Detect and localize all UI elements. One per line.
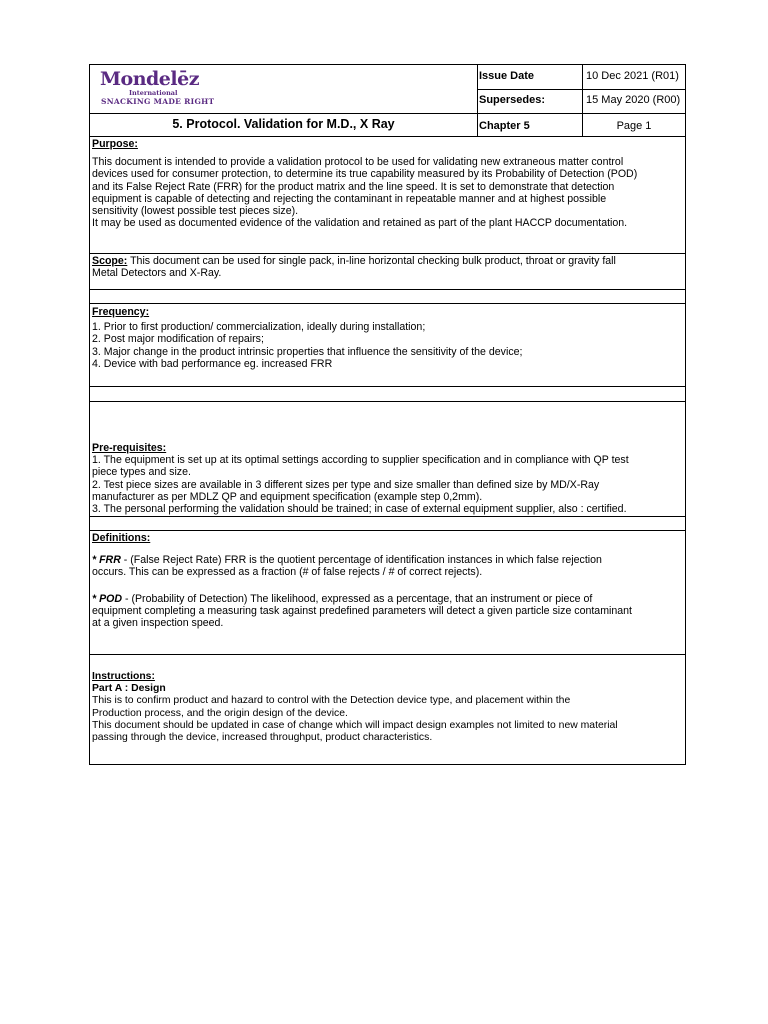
frequency-item: 4. Device with bad performance eg. increased FRR xyxy=(92,357,333,370)
supersedes-value: 15 May 2020 (R00) xyxy=(586,94,681,106)
instructions-line: Production process, and the origin design of the device. xyxy=(92,707,348,719)
frr-definition: - (False Reject Rate) FRR is the quotient percentage of identification instances in which false rejection xyxy=(120,554,602,567)
scope-line: Metal Detectors and X-Ray. xyxy=(92,267,222,280)
prerequisites-section xyxy=(92,442,684,515)
document-page xyxy=(89,64,686,765)
header-table xyxy=(89,64,686,136)
prerequisites-line: 1. The equipment is set up at its optimal settings according to supplier specification and in compliance with QP test xyxy=(92,454,629,467)
frequency-item: 1. Prior to first production/ commercialization, ideally during installation; xyxy=(92,321,426,334)
instructions-line: This document should be updated in case of change which will impact design examples not limited to new material xyxy=(92,719,618,731)
scope-section xyxy=(92,255,684,279)
purpose-line: equipment is capable of detecting and rejecting the contaminant in repeatable manner and at highest possible xyxy=(92,192,607,205)
document-title: 5. Protocol. Validation for M.D., X Ray xyxy=(172,117,395,131)
prerequisites-line: piece types and size. xyxy=(92,466,191,479)
frequency-item: 3. Major change in the product intrinsic properties that influence the sensitivity of the device; xyxy=(92,345,523,358)
logo-brand: Mondelēz xyxy=(100,68,199,90)
purpose-heading: Purpose: xyxy=(92,138,138,150)
prerequisites-line: manufacturer as per MDLZ QP and equipment specification (example step 0,2mm). xyxy=(92,490,483,503)
purpose-line: sensitivity (lowest possible test pieces size). xyxy=(92,205,299,218)
definitions-section xyxy=(92,532,684,629)
logo xyxy=(90,65,477,113)
purpose-line: devices used for consumer protection, to determine its true capability measured by its Probability of Detection (POD) xyxy=(92,168,638,181)
chapter-label: Chapter 5 xyxy=(479,120,530,132)
pod-definition: - (Probability of Detection) The likelihood, expressed as a percentage, that an instrument or piece of xyxy=(122,592,593,605)
frequency-item: 2. Post major modification of repairs; xyxy=(92,333,264,346)
purpose-line: and its False Reject Rate (FRR) for the product matrix and the line speed. It is set to demonstrate that detection xyxy=(92,180,615,193)
document-body xyxy=(89,136,686,765)
prerequisites-heading: Pre-requisites: xyxy=(92,442,167,454)
purpose-section xyxy=(92,138,684,229)
pod-term: * POD xyxy=(92,592,123,605)
instructions-line: passing through the device, increased throughput, product characteristics. xyxy=(92,732,433,744)
frr-term: * FRR xyxy=(92,554,121,567)
instructions-part: Part A : Design xyxy=(92,683,166,695)
frequency-section xyxy=(92,306,684,370)
issue-date-value: 10 Dec 2021 (R01) xyxy=(586,70,679,82)
prerequisites-line: 2. Test piece sizes are available in 3 different sizes per type and size smaller than defined size by MD/X-Ray xyxy=(92,478,600,491)
logo-sub: International xyxy=(129,89,178,97)
prerequisites-line: 3. The personal performing the validation should be trained; in case of external equipment supplier, also : certified. xyxy=(92,503,627,516)
scope-line: This document can be used for single pack, in-line horizontal checking bulk product, throat or gravity fall xyxy=(127,255,616,267)
supersedes-label: Supersedes: xyxy=(479,94,546,106)
page-number: Page 1 xyxy=(616,120,652,132)
instructions-heading: Instructions: xyxy=(92,671,155,682)
frequency-heading: Frequency: xyxy=(92,306,150,318)
purpose-line: It may be used as documented evidence of the validation and retained as part of the plant HACCP documentation. xyxy=(92,217,628,230)
pod-definition: at a given inspection speed. xyxy=(92,617,224,630)
logo-tagline: SNACKING MADE RIGHT xyxy=(101,97,215,106)
scope-heading: Scope: xyxy=(92,255,128,267)
pod-definition: equipment completing a measuring task against predefined parameters will detect a given particle size contaminant xyxy=(92,604,632,617)
instructions-section xyxy=(92,671,684,744)
frr-definition: occurs. This can be expressed as a fraction (# of false rejects / # of correct rejects). xyxy=(92,566,483,579)
issue-date-label: Issue Date xyxy=(479,70,535,82)
instructions-line: This is to confirm product and hazard to control with the Detection device type, and placement within the xyxy=(92,695,571,707)
purpose-line: This document is intended to provide a validation protocol to be used for validating new extraneous matter control xyxy=(92,156,624,169)
definitions-heading: Definitions: xyxy=(92,532,151,544)
